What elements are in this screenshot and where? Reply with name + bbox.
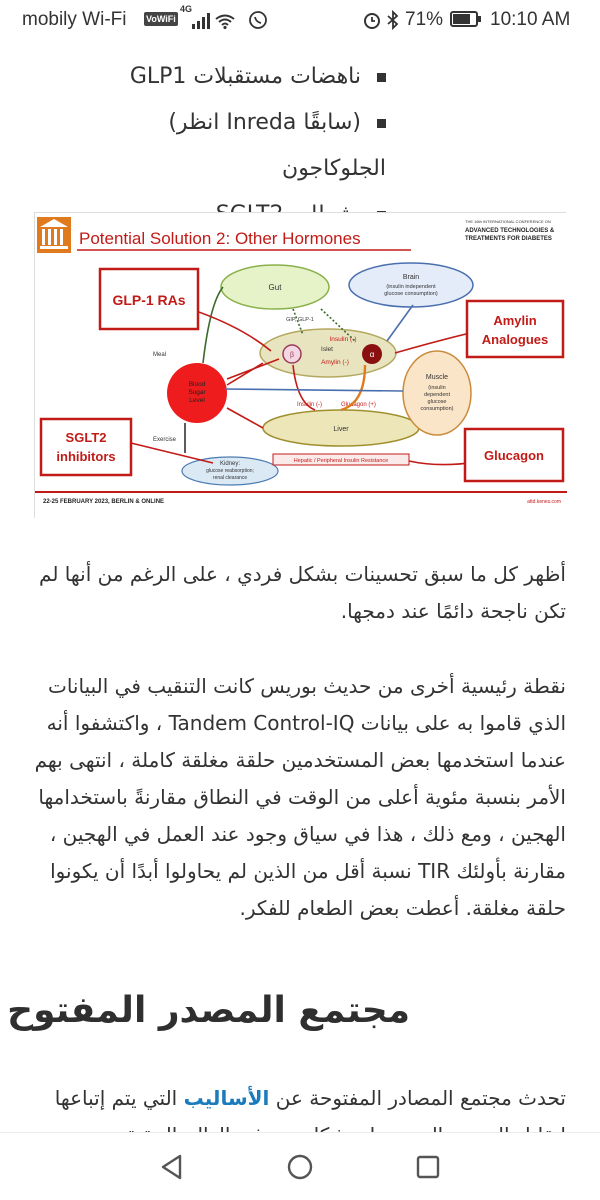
beta-label: β bbox=[289, 352, 295, 359]
blood-label-3: Level bbox=[189, 397, 205, 404]
sglt2-box bbox=[41, 419, 131, 475]
blood-label-1: Blood bbox=[188, 381, 206, 388]
glp1-box bbox=[100, 269, 198, 329]
alpha-label: α bbox=[369, 350, 375, 359]
conference-line-2: ADVANCED TECHNOLOGIES & bbox=[465, 228, 555, 234]
islet-label: Islet bbox=[321, 346, 333, 353]
network-type: 4G bbox=[180, 4, 193, 14]
gip-label: GIP, GLP-1 bbox=[286, 317, 314, 323]
battery-icon bbox=[450, 11, 478, 27]
blood-label-2: Sugar bbox=[188, 389, 206, 396]
signal-bar-icon bbox=[192, 24, 195, 29]
svg-text:Analogues: Analogues bbox=[481, 332, 549, 347]
slide-title: Potential Solution 2: Other Hormones bbox=[79, 229, 361, 248]
whatsapp-icon bbox=[248, 10, 268, 30]
brain-sub-2: glucose consumption) bbox=[384, 291, 438, 297]
muscle-sub-3: glucose bbox=[427, 399, 447, 405]
vowifi-badge: VoWiFi bbox=[146, 14, 176, 24]
svg-text:SGLT2: SGLT2 bbox=[65, 430, 107, 445]
brain-label: Brain bbox=[402, 274, 420, 281]
article-content bbox=[0, 40, 600, 1132]
paragraph-1: أظهر كل ما سبق تحسينات بشكل فردي ، على الرغم من أنها لم تكن ناجحة دائمًا عند دمجها. bbox=[39, 562, 566, 623]
back-triangle-icon[interactable] bbox=[158, 1153, 186, 1181]
bluetooth-icon bbox=[385, 10, 401, 30]
conference-slide-image[interactable] bbox=[34, 212, 566, 518]
svg-text:Glucagon: Glucagon bbox=[484, 448, 544, 463]
alarm-icon bbox=[362, 10, 382, 30]
bullet-list bbox=[60, 54, 390, 238]
glucagon-box bbox=[465, 429, 563, 481]
kidney-sub-2: renal clearance bbox=[212, 475, 248, 481]
clock: 10:10 AM bbox=[490, 9, 571, 30]
kidney-sub-1: glucose reabsorption; bbox=[206, 468, 254, 474]
university-logo-icon bbox=[37, 217, 71, 253]
gut-label: Gut bbox=[268, 283, 282, 292]
carrier-label: mobily Wi-Fi bbox=[22, 9, 127, 30]
paragraph-3: تحدث مجتمع المصادر المفتوحة عن الأساليب التي يتم إتباعها bbox=[54, 1086, 566, 1110]
navigation-bar bbox=[0, 1132, 600, 1200]
list-item: ناهضات مستقبلات GLP1 bbox=[60, 54, 390, 100]
amylin-box bbox=[467, 301, 563, 357]
muscle-sub-1: (insulin bbox=[428, 385, 446, 391]
recents-square-icon[interactable] bbox=[414, 1153, 442, 1181]
wifi-icon bbox=[216, 16, 234, 26]
methods-link[interactable]: الأساليب bbox=[183, 1086, 270, 1110]
glucagon-pos-label: Glucagon (+) bbox=[341, 402, 376, 408]
muscle-sub-2: dependent bbox=[424, 392, 450, 398]
insulin-neg-label: Insulin (-) bbox=[297, 402, 323, 408]
conference-line-1: THE 16th INTERNATIONAL CONFERENCE ON bbox=[465, 219, 551, 224]
insulin-minus-label: Insulin (-) bbox=[329, 336, 357, 343]
muscle-label: Muscle bbox=[425, 374, 449, 381]
paragraph-2: نقطة رئيسية أخرى من حديث بوريس كانت التنقيب في البيانات الذي قاموا به على بيانات Tandem Control-IQ ، واكتشفوا أنه عندما استخدمها بعض المستخدمين حلقة مغلقة كاملة ، انتهى بهم الأمر بنسبة مئوية أعلى من الوقت في النطاق مقارنةً باستخدامها الهجين ، ومع ذلك ، هذا في سياق وجود عند العمل في الهجين ، مقارنة بأولئك TIR نسبة أقل من الذين لم يحاولوا أبدًا أن يكونوا حلقة مغلقة. أعطت بعض الطعام للفكر. bbox=[34, 674, 566, 920]
bullet-square-icon bbox=[377, 119, 386, 128]
exercise-label: Exercise bbox=[153, 437, 177, 443]
slide-footer-right: attd.kenes.com bbox=[527, 499, 561, 505]
resistance-label: Hepatic / Peripheral Insulin Resistance bbox=[293, 458, 389, 464]
kidney-label: Kidney: bbox=[219, 461, 241, 467]
signal-wifi-icons bbox=[192, 12, 244, 30]
meal-label: Meal bbox=[153, 352, 167, 358]
muscle-sub-4: consumption) bbox=[420, 406, 454, 412]
section-heading: مجتمع المصدر المفتوح bbox=[7, 990, 410, 1031]
svg-text:GLP-1 RAs: GLP-1 RAs bbox=[112, 292, 186, 308]
home-circle-icon[interactable] bbox=[286, 1153, 314, 1181]
svg-text:Amylin: Amylin bbox=[493, 313, 537, 328]
svg-text:inhibitors: inhibitors bbox=[56, 449, 116, 464]
status-bar bbox=[0, 0, 600, 40]
battery-percent: 71% bbox=[405, 9, 444, 30]
list-item: (سابقًا Inreda انظر) الجلوكاجون bbox=[168, 110, 386, 181]
conference-line-3: TREATMENTS FOR DIABETES bbox=[465, 236, 552, 242]
brain-sub-1: (insulin independent bbox=[386, 284, 436, 290]
bullet-square-icon bbox=[377, 73, 386, 82]
slide-footer-left: 22-25 FEBRUARY 2023, BERLIN & ONLINE bbox=[43, 499, 165, 505]
liver-label: Liver bbox=[333, 426, 349, 433]
amylin-minus-label: Amylin (-) bbox=[321, 359, 349, 366]
